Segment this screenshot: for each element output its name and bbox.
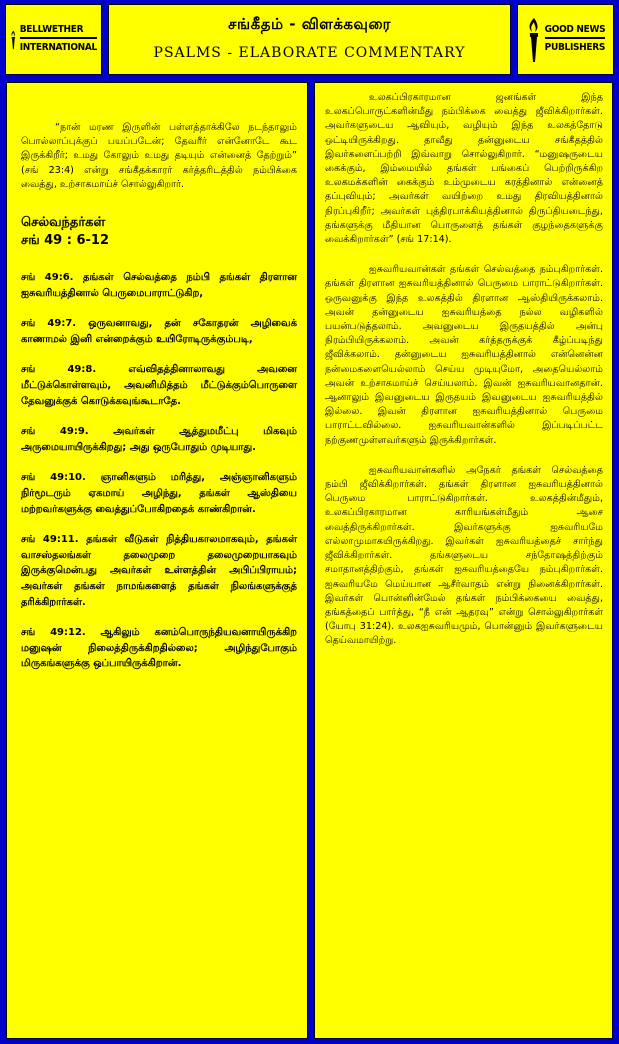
logo-left-line-2: INTERNATIONAL	[19, 41, 97, 53]
title-tamil: சங்கீதம் - விளக்கவுரை	[228, 15, 391, 33]
section-heading: செல்வந்தர்கள்	[21, 215, 106, 231]
commentary-paragraph-3: ஐசுவரியவான்களில் அநேகர் தங்கள் செல்வத்தை நம்பி ஜீவிக்கிறார்கள். தங்கள் திரளான ஐசுவரியத்தினால் பெருமை பாராட்டுகிறார்கள். உலகத்தின்மீதும், உலகப்பிரகாரமான காரியங்கள்மீதும் ஆசை வைத்திருக்கிறார்கள். இவர்களுக்கு ஐசுவரியமே எல்லாமுமாகயிருக்கிறது. இவர்கள் ஐசுவரியத்தைச் சார்ந்து ஜீவிக்கிறார்கள். தங்களுடைய சந்தோஷத்திற்கும் சமாதானத்திற்கும், தங்கள் ஐசுவரியத்தையே நம்புகிறார்கள். ஐசுவரியமே மெய்யான ஆசீர்வாதம் என்று நினைக்கிறார்கள். இவர்கள் பொன்னின்மேல் தங்கள் நம்பிக்கையை வைத்து, தங்கத்தைப் பார்த்து, “நீ என் ஆதரவு” என்று சொல்லுகிறார்கள் (யோபு 31:24). உலகஐசுவரியமும், பொன்னும் இவர்களுடைய தெய்வமாயிற்று.	[325, 464, 603, 647]
commentary-paragraph-2: ஐசுவரியவான்கள் தங்கள் செல்வத்தை நம்புகிறார்கள். தங்கள் திரளான ஐசுவரியத்தினால் பெருமை பாராட்டுகிறார்கள். ஒருவனுக்கு இந்த உலகத்தில் திரளான ஆஸ்தியிருக்கலாம். அவன் தன்னுடைய ஐசுவரியத்தை நல்ல வழிகளில் பயன்படுத்தலாம். அவனுடைய இருதயத்தில் அன்பு நிரம்பியிருக்கலாம். அவன் கர்த்தருக்குக் கீழ்ப்படிந்து ஜீவிக்கலாம். தன்னுடைய ஐசுவரியத்தினால் என்னென்ன நன்மைகளையெல்லாம் செய்ய முடியுமோ, அதையெல்லாம் அவன் உற்சாகமாய்ச் செய்யலாம். இவன் ஐசுவரியவானதான். ஆனாலும் இவனுடைய இருதயம் இவனுடைய ஐசுவரியத்தில் இல்லை. இவன் திரளான ஐசுவரியத்தினால் பெருமை பாராட்டவில்லை. ஐசுவரியவான்களில் இப்படிப்பட்ட நற்குணமுள்ளவர்களும் இருக்கிறார்கள்.	[325, 264, 603, 446]
commentary-paragraph-1: உலகப்பிரகாரமான ஜனங்கள் இந்த உலகப்பொருட்களின்மீது நம்பிக்கை வைத்து ஜீவிக்கிறார்கள். அவர்களுடைய ஆவியும், வழியும் இந்த உலகத்தோடு ஒட்டியிருக்கிறது. தாவீது தன்னுடைய சங்கீதத்தில் இவர்களைப்பற்றி இவ்வாறு சொல்லுகிறார். “மனுஷருடைய கைக்கும், இம்மையில் தங்கள் பங்கைப் பெற்றிருக்கிற உலகமக்களின் கைக்கும் உம்முடைய கரத்தினால் என்னைத் தப்புவியும்; அவர்கள் வயிற்றை உமது திரவியத்தினால் நிரப்புகிறீர்; அவர்கள் புத்திரபாக்கியத்தினால் திருப்தியடைந்து, தங்களுக்கு மீதியான பொருளைத் தங்கள் குழந்தைகளுக்கு வைக்கிறார்கள்” (சங் 17:14).	[325, 92, 603, 246]
title-english: PSALMS - ELABORATE COMMENTARY	[153, 45, 466, 61]
verse-49-9: சங் 49:9. அவர்கள் ஆத்துமமீட்பு மிகவும் அருமையாயிருக்கிறது; அது ஒருபோதும் முடியாது.	[21, 426, 297, 453]
bellwether-logo	[5, 4, 102, 75]
verse-49-11: சங் 49:11. தங்கள் வீடுகள் நித்தியகாலமாகவும், தங்கள் வாசஸ்தலங்கள் தலைமுறை தலைமுறையாகவும் இருக்குமென்பது அவர்கள் உள்ளத்தின் அபிப்பிராயம்; அவர்கள் தங்கள் நாமங்களைத் தங்கள் நிலங்களுக்குத் தரிக்கிறார்கள்.	[21, 534, 297, 608]
left-column	[6, 82, 308, 1039]
intro-text: “நான் மரண இருளின் பள்ளத்தாக்கிலே நடந்தாலும் பொல்லாப்புக்குப் பயப்படேன்; தேவரீர் என்னோடே கூட இருக்கிறீர்; உமது கோலும் உமது தடியும் என்னைத் தேற்றும்” (சங் 23:4) என்று சங்கீதக்காரர் கர்த்தரிடத்தில் நம்பிக்கை வைத்து, உற்சாகமாய்ச் சொல்லுகிறார்.	[21, 122, 297, 190]
page-header	[108, 4, 511, 75]
verse-49-10: சங் 49:10. ஞானிகளும் மரித்து, அஞ்ஞானிகளும் நிர்மூடரும் ஏகமாய் அழிந்து, தங்கள் ஆஸ்தியை மற்றவர்களுக்கு வைத்துப்போகிறதைக் காண்கிறான்.	[21, 472, 297, 515]
logo-right-line-1: GOOD NEWS	[545, 23, 606, 39]
torch-icon	[526, 16, 542, 64]
logo-left-line-1: BELLWETHER	[20, 23, 97, 39]
verse-49-7: சங் 49:7. ஒருவனாவது, தன் சகோதரன் அழிவைக் காணாமல் இனி என்றைக்கும் உயிரோடிருக்கும்படி,	[21, 318, 297, 345]
verse-49-6: சங் 49:6. தங்கள் செல்வத்தை நம்பி தங்கள் திரளான ஐசுவரியத்தினால் பெருமைபாராட்டுகிற,	[21, 272, 297, 299]
right-column	[314, 82, 613, 1039]
verse-49-8: சங் 49:8. எவ்விதத்தினாலாவது அவனை மீட்டுக்கொள்ளவும், அவனிமித்தம் மீட்டுக்கும்பொருளை தேவனுக்குக் கொடுக்கவுங்கூடாதே.	[21, 364, 297, 407]
logo-right-line-2: PUBLISHERS	[544, 41, 606, 53]
logo-left-text	[20, 23, 97, 57]
intro-paragraph	[21, 121, 297, 192]
section-reference: சங் 49 : 6-12	[21, 233, 109, 249]
logo-right-text	[545, 23, 606, 57]
verse-49-12: சங் 49:12. ஆகிலும் கனம்பொருந்தியவனாயிருக்கிற மனுஷன் நிலைத்திருக்கிறதில்லை; அழிந்துபோகும் மிருகங்களுக்கு ஒப்பாயிருக்கிறான்.	[21, 627, 297, 670]
good-news-logo	[517, 4, 614, 75]
torch-icon	[10, 16, 17, 64]
